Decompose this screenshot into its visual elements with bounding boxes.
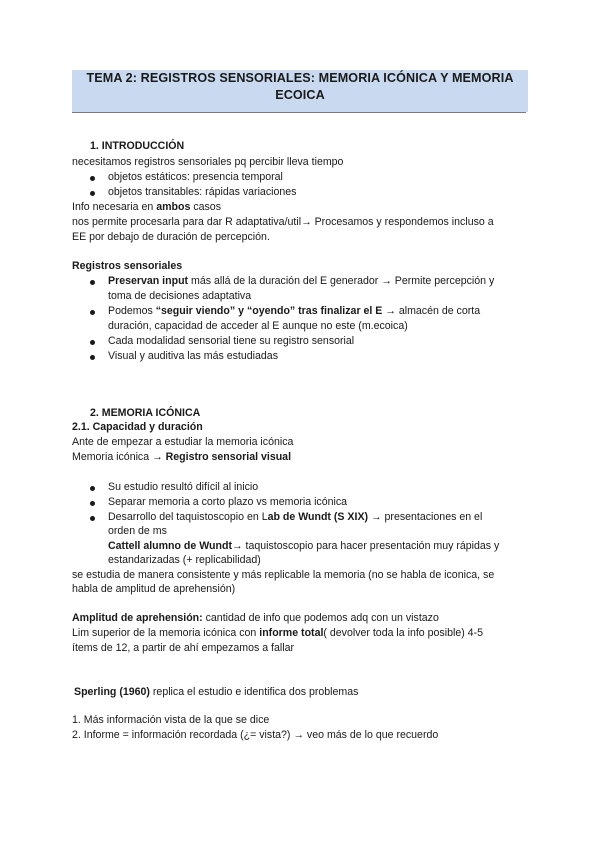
bullet-dot bbox=[90, 501, 95, 506]
s1-info-line: Info necesaria en ambos casos bbox=[72, 201, 221, 213]
s2-bullet-3: Desarrollo del taquistoscopio en Lab de Wundt (S XIX) → presentaciones en el bbox=[108, 511, 483, 523]
bullet-dot bbox=[90, 486, 95, 491]
s2-paragraph-1: Ante de empezar a estudiar la memoria icónica bbox=[72, 436, 294, 448]
bullet-dot bbox=[90, 355, 95, 360]
bullet-dot bbox=[90, 280, 95, 285]
subsection-2-1-heading: 2.1. Capacidad y duración bbox=[72, 421, 203, 433]
title-line-2: ECOICA bbox=[72, 87, 528, 104]
bullet-dot bbox=[90, 310, 95, 315]
bullet-dot bbox=[90, 340, 95, 345]
s1-bullet-1: objetos estáticos: presencia temporal bbox=[108, 171, 283, 183]
s2-paragraph-4: habla de amplitud de aprehensión) bbox=[72, 583, 236, 595]
document-title bbox=[72, 70, 528, 112]
s1-paragraph-2: EE por debajo de duración de percepción. bbox=[72, 231, 270, 243]
s2-paragraph-3: se estudia de manera consistente y más replicable la memoria (no se habla de iconica, se bbox=[72, 569, 495, 581]
limite-line-cont: ítems de 12, a partir de ahí empezamos a fallar bbox=[72, 642, 294, 654]
amplitud-definition: Amplitud de aprehensión: cantidad de info que podemos adq con un vistazo bbox=[72, 612, 439, 624]
s2-bullet-1: Su estudio resultó difícil al inicio bbox=[108, 481, 259, 493]
s2-paragraph-2: Memoria icónica → Registro sensorial visual bbox=[72, 451, 292, 463]
reg-bullet-2-cont: duración, capacidad de acceder al E aunque no este (m.ecoica) bbox=[108, 320, 408, 332]
limite-line: Lim superior de la memoria icónica con informe total( devolver toda la info posible) 4-5 bbox=[72, 627, 483, 639]
s1-bullet-2: objetos transitables: rápidas variaciones bbox=[108, 186, 297, 198]
reg-bullet-4: Visual y auditiva las más estudiadas bbox=[108, 350, 278, 362]
s2-bullet-2: Separar memoria a corto plazo vs memoria icónica bbox=[108, 496, 348, 508]
reg-bullet-2: Podemos “seguir viendo” y “oyendo” tras finalizar el E → almacén de corta bbox=[108, 305, 481, 317]
section-1-heading: 1. INTRODUCCIÓN bbox=[90, 140, 185, 152]
sperling-line: Sperling (1960) replica el estudio e identifica dos problemas bbox=[74, 686, 359, 698]
title-line-1: TEMA 2: REGISTROS SENSORIALES: MEMORIA ICÓNICA Y MEMORIA bbox=[72, 70, 528, 87]
title-band bbox=[72, 104, 528, 112]
registros-heading: Registros sensoriales bbox=[72, 260, 183, 272]
reg-bullet-3: Cada modalidad sensorial tiene su registro sensorial bbox=[108, 335, 355, 347]
bullet-dot bbox=[90, 176, 95, 181]
s2-bullet-3-cattell: Cattell alumno de Wundt→ taquistoscopio para hacer presentación muy rápidas y bbox=[108, 540, 500, 552]
numbered-item-2: 2. Informe = información recordada (¿= vista?) → veo más de lo que recuerdo bbox=[72, 729, 439, 741]
bullet-dot bbox=[90, 191, 95, 196]
section-2-heading: 2. MEMORIA ICÓNICA bbox=[90, 407, 201, 419]
s2-bullet-3-cont: orden de ms bbox=[108, 525, 167, 537]
reg-bullet-1-cont: toma de decisiones adaptativa bbox=[108, 290, 252, 302]
s1-paragraph-1: nos permite procesarla para dar R adaptativa/util→ Procesamos y respondemos incluso a bbox=[72, 216, 494, 228]
s1-intro: necesitamos registros sensoriales pq percibir lleva tiempo bbox=[72, 156, 344, 168]
reg-bullet-1: Preservan input más allá de la duración del E generador → Permite percepción y bbox=[108, 275, 495, 287]
bullet-dot bbox=[90, 516, 95, 521]
numbered-item-1: 1. Más información vista de la que se dice bbox=[72, 714, 270, 726]
title-underline bbox=[72, 112, 526, 113]
s2-bullet-3-cattell-cont: estandarizadas (+ replicabilidad) bbox=[108, 554, 261, 566]
